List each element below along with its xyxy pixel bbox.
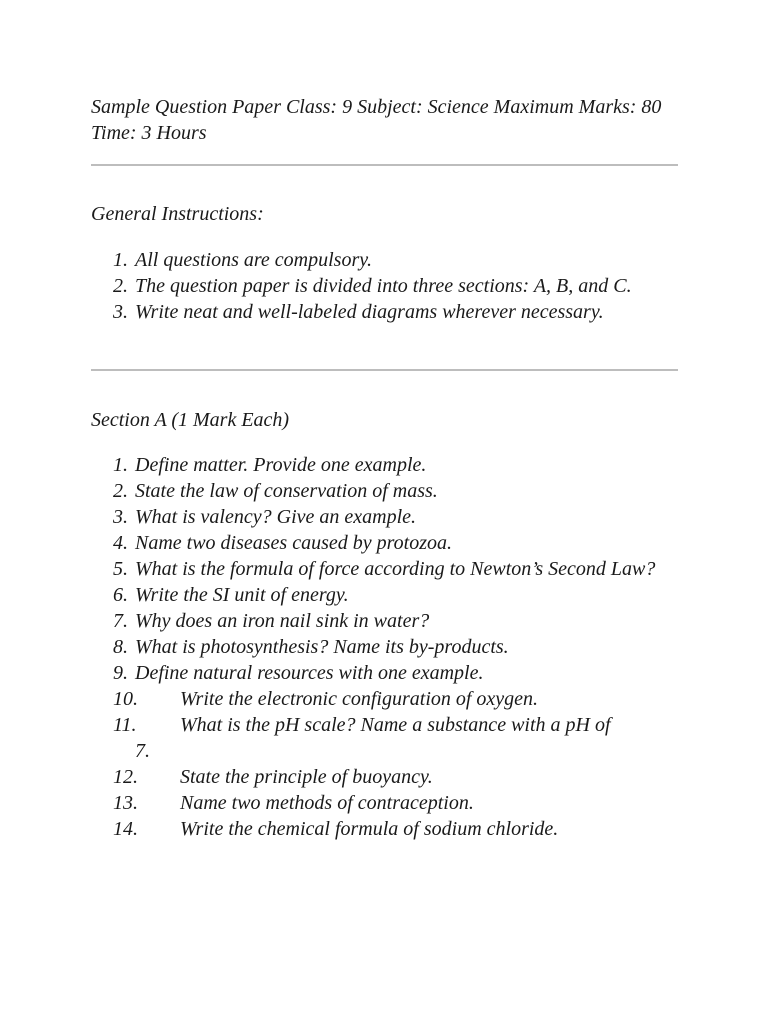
question-item (113, 764, 678, 790)
list-item (113, 299, 678, 325)
paper-header: Sample Question Paper Class: 9 Subject: Science Maximum Marks: 80 Time: 3 Hours (91, 96, 662, 144)
question-number: 1. (113, 454, 128, 476)
question-number: 8. (113, 636, 128, 658)
item-number: 3. (113, 301, 128, 323)
general-instructions-heading: General Instructions: (91, 203, 264, 225)
question-text: Name two diseases caused by protozoa. (135, 532, 453, 554)
section-a-questions (113, 452, 678, 842)
instructions-list (113, 247, 678, 325)
question-item (113, 634, 678, 660)
item-number: 1. (113, 249, 128, 271)
question-item (113, 556, 678, 582)
list-item (113, 247, 678, 273)
question-item (113, 686, 678, 712)
question-text-continued: 7. (135, 740, 150, 762)
question-number: 7. (113, 610, 128, 632)
question-text: Write the chemical formula of sodium chloride. (180, 818, 559, 840)
item-text: All questions are compulsory. (135, 249, 373, 271)
question-number: 4. (113, 532, 128, 554)
question-number: 6. (113, 584, 128, 606)
question-text: State the principle of buoyancy. (180, 766, 433, 788)
question-item (113, 608, 678, 634)
question-text: Write the SI unit of energy. (135, 584, 349, 606)
question-number: 13. (113, 792, 138, 814)
question-text: What is the formula of force according to Newton’s Second Law? (135, 558, 656, 580)
question-item (113, 504, 678, 530)
question-text: What is valency? Give an example. (135, 506, 417, 528)
question-number: 5. (113, 558, 128, 580)
question-number: 10. (113, 688, 138, 710)
divider (91, 164, 678, 166)
item-text: Write neat and well-labeled diagrams wherever necessary. (135, 301, 604, 323)
question-item (113, 816, 678, 842)
question-item (113, 582, 678, 608)
question-number: 11. (113, 714, 137, 736)
question-text: Name two methods of contraception. (180, 792, 474, 814)
question-number: 2. (113, 480, 128, 502)
question-item (113, 452, 678, 478)
question-item (113, 790, 678, 816)
question-number: 3. (113, 506, 128, 528)
question-number: 14. (113, 818, 138, 840)
item-number: 2. (113, 275, 128, 297)
question-number: 12. (113, 766, 138, 788)
question-number: 9. (113, 662, 128, 684)
question-text: What is photosynthesis? Name its by-products. (135, 636, 509, 658)
question-text: Write the electronic configuration of oxygen. (180, 688, 539, 710)
divider (91, 369, 678, 371)
question-item (113, 712, 678, 764)
question-text: What is the pH scale? Name a substance with a pH of (180, 714, 611, 736)
question-text: Define natural resources with one example. (135, 662, 484, 684)
question-text: Why does an iron nail sink in water? (135, 610, 430, 632)
section-a-heading: Section A (1 Mark Each) (91, 409, 290, 431)
list-item (113, 273, 678, 299)
item-text: The question paper is divided into three sections: A, B, and C. (135, 275, 632, 297)
question-text: State the law of conservation of mass. (135, 480, 438, 502)
question-text: Define matter. Provide one example. (135, 454, 427, 476)
question-item (113, 530, 678, 556)
question-item (113, 660, 678, 686)
question-item (113, 478, 678, 504)
